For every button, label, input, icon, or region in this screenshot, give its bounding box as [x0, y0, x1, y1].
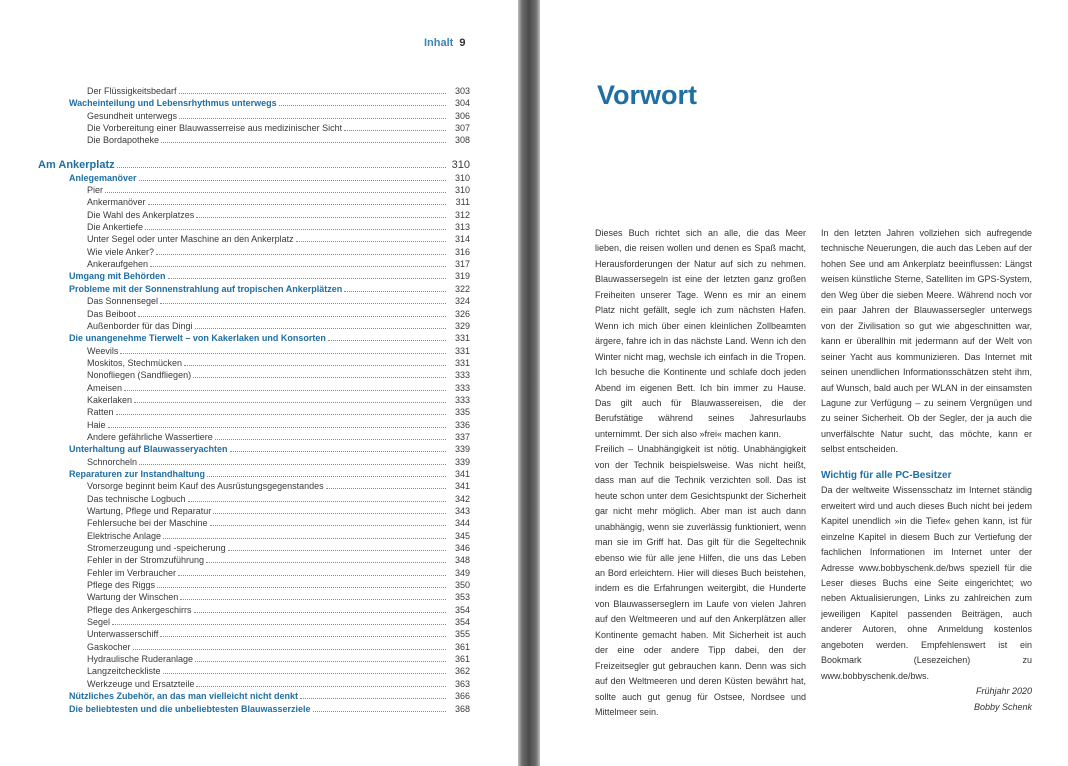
toc-entry: [38, 246, 470, 258]
toc-entry: [38, 394, 470, 406]
toc-entry-title: Ankermanöver: [87, 197, 146, 208]
toc-entry-title: Stromerzeugung und -speicherung: [87, 543, 226, 554]
toc-entry: [38, 703, 470, 715]
toc-entry-title: Probleme mit der Sonnenstrahlung auf tropischen Ankerplätzen: [69, 283, 343, 294]
toc-leader-dots: [344, 283, 446, 292]
toc-entry-page: 346: [454, 543, 470, 554]
toc-entry: [38, 480, 470, 492]
toc-leader-dots: [300, 690, 446, 699]
toc-entry-title: Pflege des Ankergeschirrs: [87, 604, 192, 615]
toc-entry-title: Die Wahl des Ankerplatzes: [87, 209, 195, 220]
toc-entry-page: 342: [454, 493, 470, 504]
toc-entry-page: 361: [454, 641, 470, 652]
toc-leader-dots: [117, 159, 446, 168]
toc-leader-dots: [196, 209, 446, 218]
toc-entry: [38, 369, 470, 381]
toc-leader-dots: [134, 394, 446, 403]
toc-leader-dots: [328, 332, 446, 341]
toc-entry: [38, 419, 470, 431]
toc-entry: [38, 456, 470, 468]
toc-entry-page: 354: [454, 617, 470, 628]
toc-entry: [38, 591, 470, 603]
toc-leader-dots: [215, 431, 446, 440]
toc-entry-title: Elektrische Anlage: [87, 530, 162, 541]
paragraph: Da der weltweite Wissensschatz im Internet ständig erweitert wird und auch dieses Buch nicht bei jedem Kapitel unendlich »in die Tiefe« gehen kann, ist für einzelne Kapitel in diesem Buch zur Vertiefung der fachlichen Informationen im Internet unter der Adresse www.bobbyschenk.de/bws speziell für die Leser dieses Buchs eine Seite eingerichtet; wo neben Aktualisierungen, Links zu zahlreichen zum jeweiligen Kapitel passenden Beiträgen, auch anderer Autoren, ohne Anmeldung kostenlos angeboten werden. Empfehlenswert ist ein Bookmark (Lesezeichen) zu www.bobbyschenk.de/bws.: [821, 485, 1032, 681]
toc-entry: [38, 332, 470, 344]
toc-entry-page: 362: [454, 666, 470, 677]
toc-entry: [38, 665, 470, 677]
toc-leader-dots: [179, 85, 446, 94]
toc-entry: [38, 604, 470, 616]
toc-entry-page: 310: [454, 172, 470, 183]
toc-entry: [38, 493, 470, 505]
toc-entry: [38, 345, 470, 357]
toc-entry: [38, 233, 470, 245]
toc-leader-dots: [313, 703, 446, 712]
toc-entry-page: 361: [454, 654, 470, 665]
toc-entry-title: Außenborder für das Dingi: [87, 320, 193, 331]
toc-entry-title: Das Sonnensegel: [87, 296, 159, 307]
toc-entry-page: 333: [454, 370, 470, 381]
toc-leader-dots: [279, 97, 446, 106]
toc-leader-dots: [184, 357, 446, 366]
toc-leader-dots: [206, 554, 446, 563]
toc-leader-dots: [139, 172, 446, 181]
toc-entry-title: Wacheinteilung und Lebensrhythmus unterwegs: [69, 98, 277, 109]
preface-page: [540, 0, 1068, 766]
toc-leader-dots: [296, 233, 446, 242]
page-title: Vorwort: [597, 80, 697, 110]
toc-entry-title: Wartung der Winschen: [87, 592, 179, 603]
toc-entry-title: Unterhaltung auf Blauwasseryachten: [69, 444, 228, 455]
toc-leader-dots: [163, 530, 446, 539]
toc-entry-title: Fehlersuche bei der Maschine: [87, 518, 208, 529]
toc-entry: [38, 579, 470, 591]
toc-entry-title: Die unangenehme Tierwelt – von Kakerlaken und Konsorten: [69, 333, 326, 344]
toc-entry-page: 326: [454, 308, 470, 319]
toc-entry-title: Unterwasserschiff: [87, 629, 159, 640]
toc-leader-dots: [116, 406, 446, 415]
toc-entry: [38, 158, 470, 172]
toc-leader-dots: [193, 369, 446, 378]
toc-leader-dots: [150, 258, 446, 267]
toc-entry: [38, 85, 470, 97]
toc-leader-dots: [145, 221, 446, 230]
toc-leader-dots: [230, 443, 446, 452]
header-page-number: 9: [459, 37, 466, 49]
toc-entry-page: 341: [454, 481, 470, 492]
toc-entry: [38, 172, 470, 184]
toc-entry-page: 329: [454, 320, 470, 331]
toc-entry-page: 314: [454, 234, 470, 245]
toc-leader-dots: [195, 653, 446, 662]
toc-entry: [38, 97, 470, 109]
toc-entry: [38, 517, 470, 529]
toc-entry-page: 363: [454, 678, 470, 689]
toc-leader-dots: [344, 122, 446, 131]
toc-leader-dots: [108, 419, 446, 428]
toc-entry: [38, 406, 470, 418]
toc-entry-title: Die Vorbereitung einer Blauwasserreise aus medizinischer Sicht: [87, 123, 343, 134]
toc-entry-page: 337: [454, 431, 470, 442]
toc-entry-page: 344: [454, 518, 470, 529]
toc-leader-dots: [160, 628, 446, 637]
toc-leader-dots: [157, 579, 446, 588]
toc-entry-page: 345: [454, 530, 470, 541]
toc-entry-title: Moskitos, Stechmücken: [87, 357, 183, 368]
toc-entry-page: 317: [454, 259, 470, 270]
toc-entry-page: 368: [454, 703, 470, 714]
toc-leader-dots: [178, 567, 446, 576]
toc-leader-dots: [213, 505, 446, 514]
toc-entry: [38, 110, 470, 122]
toc-leader-dots: [120, 345, 446, 354]
toc-leader-dots: [133, 641, 446, 650]
toc-leader-dots: [195, 320, 446, 329]
signature-date: Frühjahr 2020: [975, 686, 1032, 697]
toc-entry-page: 316: [454, 246, 470, 257]
book-gutter: [518, 0, 540, 766]
toc-leader-dots: [156, 246, 446, 255]
toc-entry-title: Haie: [87, 419, 106, 430]
toc-entry-title: Ankeraufgehen: [87, 259, 149, 270]
toc-entry-title: Wartung, Pflege und Reparatur: [87, 506, 212, 516]
toc-entry-title: Gaskocher: [87, 641, 131, 652]
toc-entry-page: 333: [454, 382, 470, 393]
toc-entry: [38, 283, 470, 295]
toc-entry: [38, 209, 470, 221]
toc-entry-title: Die Ankertiefe: [87, 222, 144, 233]
toc-entry-page: 308: [454, 135, 470, 146]
toc-entry-title: Die Bordapotheke: [87, 135, 160, 146]
table-of-contents: [38, 85, 470, 715]
toc-entry-page: 313: [454, 222, 470, 233]
toc-leader-dots: [194, 604, 446, 613]
toc-leader-dots: [180, 591, 446, 600]
toc-entry-page: 310: [451, 158, 470, 171]
header-label: Inhalt: [424, 37, 454, 49]
toc-leader-dots: [139, 456, 446, 465]
toc-entry: [38, 628, 470, 640]
toc-entry-title: Reparaturen zur Instandhaltung: [69, 468, 206, 479]
toc-entry: [38, 690, 470, 702]
running-header: [424, 37, 465, 49]
toc-entry-page: 339: [454, 456, 470, 467]
toc-entry-page: 336: [454, 419, 470, 430]
toc-entry: [38, 431, 470, 443]
toc-entry-title: Schnorcheln: [87, 456, 138, 467]
paragraph: Freilich – Unabhängigkeit ist nötig. Unabhängigkeit von der Technik beispielsweise. Was nicht heißt, dass man auf die Technik verzichten soll. Das ist heute schon unter dem Gesichtspunkt der Sicherheit gar nicht mehr möglich. Aber man ist auch dann unabhängig, wenn sie zuverlässig funktioniert, wenn man sie im Griff hat. Das gilt für die Segeltechnik ebenso wie für alle jene Hilfen, die uns das Leben an Bord erleichtern. Hier will dieses Buch beistehen, indem es die Erfahrungen weitergibt, die Hunderte von Blauwasserseglern im Laufe von vielen Jahren auf den Weltmeeren und auf den Ankerplätzen aller Kontinente gemacht haben. Mit Sicherheit ist auch der eine oder andere Tipp dabei, den der Freizeitsegler gut gebrauchen kann. Denn was sich auf den Weltmeeren und deren Küsten bewährt hat, sollte auch gut genug für Ostsee, Nordsee und Mittelmeer sein.: [595, 444, 806, 718]
toc-entry: [38, 320, 470, 332]
signature-author: Bobby Schenk: [973, 701, 1032, 712]
toc-entry-page: 355: [454, 629, 470, 640]
paragraph: In den letzten Jahren vollziehen sich aufregende technische Neuerungen, die auch das Leben auf der hohen See und am Ankerplatz beeinflussen: Längst weisen künstliche Sterne, Satelliten im GPS-System, den Weg über die sieben Meere. Während noch vor ein paar Jahren der Blauwassersegler unterwegs von der Zivilisation so gut wie abgeschnitten war, kann er überallhin mit jedermann auf der Welt von seiner Yacht aus kommunizieren. Das Internet mit seinen unendlichen Informationsschätzen steht ihm, auf Wunsch, bald auch per WLAN in der einsamsten Lagune zur Verfügung – zu seinem Vergnügen und zu seiner Sicherheit. Ob der Segler, der ja auch die unverfälschte Natur sucht, das möchte, kann er selbst entscheiden.: [821, 228, 1032, 455]
toc-leader-dots: [228, 542, 446, 551]
toc-entry: [38, 382, 470, 394]
toc-page: [0, 0, 518, 766]
toc-entry: [38, 122, 470, 134]
toc-entry-title: Kakerlaken: [87, 394, 133, 405]
section-subheading: Wichtig für alle PC-Besitzer: [821, 469, 952, 481]
toc-entry: [38, 295, 470, 307]
toc-entry-page: 343: [454, 506, 470, 516]
toc-entry-title: Werkzeuge und Ersatzteile: [87, 678, 195, 689]
toc-entry: [38, 468, 470, 480]
toc-leader-dots: [112, 616, 446, 625]
toc-entry-page: 339: [454, 444, 470, 455]
toc-entry: [38, 505, 470, 517]
toc-entry-title: Wie viele Anker?: [87, 246, 155, 257]
toc-entry-title: Pflege des Riggs: [87, 580, 156, 591]
toc-leader-dots: [326, 480, 446, 489]
toc-entry: [38, 134, 470, 146]
toc-entry-page: 322: [454, 283, 470, 294]
toc-leader-dots: [179, 110, 446, 119]
toc-entry-page: 366: [454, 691, 470, 702]
toc-entry-page: 349: [454, 567, 470, 578]
toc-entry: [38, 653, 470, 665]
toc-entry: [38, 542, 470, 554]
toc-entry-title: Unter Segel oder unter Maschine an den Ankerplatz: [87, 234, 294, 245]
toc-leader-dots: [148, 196, 446, 205]
toc-entry-title: Langzeitcheckliste: [87, 666, 161, 677]
toc-entry-page: 341: [454, 468, 470, 479]
toc-entry-title: Fehler in der Stromzuführung: [87, 555, 205, 566]
toc-entry-page: 303: [454, 86, 470, 96]
text-column-left: [595, 226, 806, 721]
toc-entry-title: Am Ankerplatz: [38, 158, 115, 171]
toc-entry-title: Vorsorge beginnt beim Kauf des Ausrüstungsgegenstandes: [87, 481, 324, 492]
toc-leader-dots: [124, 382, 446, 391]
toc-entry-title: Weevils: [87, 345, 119, 356]
toc-entry-page: 307: [454, 123, 470, 134]
toc-entry-page: 335: [454, 407, 470, 418]
toc-entry-page: 331: [454, 345, 470, 356]
toc-entry-title: Nonofliegen (Sandfliegen): [87, 370, 192, 381]
text-column-right: [821, 226, 1032, 715]
toc-leader-dots: [160, 295, 446, 304]
toc-entry-page: 311: [455, 197, 470, 208]
toc-entry: [38, 308, 470, 320]
toc-entry: [38, 221, 470, 233]
toc-entry: [38, 641, 470, 653]
toc-entry-title: Fehler im Verbraucher: [87, 567, 177, 578]
toc-entry-title: Hydraulische Ruderanlage: [87, 654, 194, 665]
toc-entry-title: Anlegemanöver: [69, 172, 137, 183]
toc-entry-title: Gesundheit unterwegs: [87, 110, 178, 121]
toc-entry-title: Das Beiboot: [87, 308, 137, 319]
toc-entry-title: Ameisen: [87, 382, 123, 393]
toc-entry-page: 319: [454, 271, 470, 282]
toc-entry-title: Nützliches Zubehör, an das man vielleicht nicht denkt: [69, 691, 299, 702]
toc-leader-dots: [210, 517, 446, 526]
toc-entry: [38, 184, 470, 196]
toc-entry: [38, 530, 470, 542]
toc-leader-dots: [188, 493, 446, 502]
toc-entry: [38, 357, 470, 369]
toc-entry-page: 333: [454, 394, 470, 405]
toc-entry-title: Pier: [87, 185, 104, 196]
toc-entry: [38, 258, 470, 270]
toc-leader-dots: [207, 468, 446, 477]
toc-entry: [38, 616, 470, 628]
toc-entry-page: 304: [454, 98, 470, 109]
toc-leader-dots: [161, 134, 446, 143]
toc-entry-title: Der Flüssigkeitsbedarf: [87, 86, 177, 96]
toc-entry-page: 354: [454, 604, 470, 615]
toc-leader-dots: [105, 184, 446, 193]
paragraph: Dieses Buch richtet sich an alle, die das Meer lieben, die reisen wollen und denen es Spaß macht, Herausforderungen der Natur auf sich zu nehmen. Blauwassersegeln ist eine der letzten ganz großen Freiheiten unserer Tage. Wenn es mir an einem Platz nicht gefällt, segle ich zum nächsten Hafen. Wenn ich mich über einen kleinlichen Zollbeamten ärgere, fahre ich in das nächste Land. Wenn ich den Winter nicht mag, wechsle ich einfach in die Tropen. Ich besuche die Kontinente und schlafe doch jeden Abend im eigenen Bett. Ich bin immer zu Hause. Das gilt auch für Blauwassereisen, die der Berufstätige während seines Jahresurlaubs unternimmt. Der sich also »frei« machen kann.: [595, 228, 806, 439]
toc-entry-page: 324: [454, 296, 470, 307]
toc-leader-dots: [196, 678, 446, 687]
toc-entry-page: 353: [454, 592, 470, 603]
toc-entry: [38, 567, 470, 579]
toc-entry: [38, 554, 470, 566]
toc-leader-dots: [138, 308, 446, 317]
toc-entry-page: 306: [454, 110, 470, 121]
toc-entry-page: 312: [454, 209, 470, 220]
toc-entry: [38, 270, 470, 282]
toc-entry: [38, 443, 470, 455]
toc-entry-title: Segel: [87, 617, 111, 628]
toc-entry-page: 331: [454, 333, 470, 344]
toc-entry: [38, 678, 470, 690]
toc-entry-page: 310: [454, 185, 470, 196]
toc-entry-title: Andere gefährliche Wassertiere: [87, 431, 213, 442]
toc-entry-title: Umgang mit Behörden: [69, 271, 166, 282]
toc-entry-title: Das technische Logbuch: [87, 493, 186, 504]
toc-entry-title: Die beliebtesten und die unbeliebtesten Blauwasserziele: [69, 703, 311, 714]
toc-entry-page: 348: [454, 555, 470, 566]
toc-entry-page: 350: [454, 580, 470, 591]
toc-entry: [38, 196, 470, 208]
toc-leader-dots: [163, 665, 446, 674]
toc-leader-dots: [168, 270, 446, 279]
toc-entry-page: 331: [454, 357, 470, 368]
toc-entry-title: Ratten: [87, 407, 114, 418]
